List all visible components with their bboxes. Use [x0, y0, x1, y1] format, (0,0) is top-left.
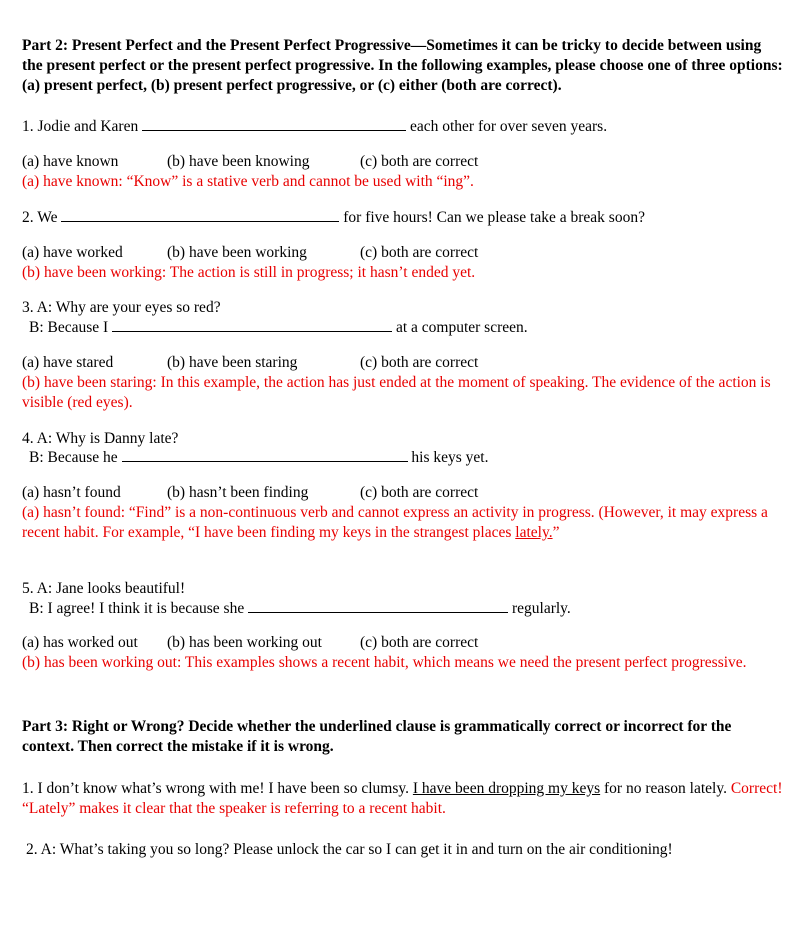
question-4-answer-closing-quote: ”: [552, 523, 560, 541]
question-1-text: [22, 117, 783, 137]
question-5-line-b: [22, 599, 783, 619]
question-2-option-c: (c) both are correct: [360, 243, 479, 261]
question-1-text-pre: 1. Jodie and Karen: [22, 118, 143, 136]
question-1-text-post: each other for over seven years.: [406, 118, 608, 136]
question-3-options: [22, 353, 783, 373]
fill-in-blank-4: [122, 448, 408, 462]
question-4: [22, 429, 783, 543]
question-4-option-c: (c) both are correct: [360, 484, 479, 502]
question-2: [22, 208, 783, 282]
part3-question-1: [22, 779, 783, 819]
question-3-option-b: (b) have been staring: [167, 354, 298, 372]
question-3-option-c: (c) both are correct: [360, 354, 479, 372]
question-1-option-b: (b) have been knowing: [167, 153, 310, 171]
question-1-answer: (a) have known: “Know” is a stative verb and cannot be used with “ing”.: [22, 173, 474, 191]
part3-question-2: 2. A: What’s taking you so long? Please unlock the car so I can get it in and turn on the air conditioning!: [26, 841, 673, 859]
question-5-text-post: regularly.: [508, 599, 571, 617]
fill-in-blank-5: [248, 599, 508, 613]
question-1-option-a: (a) have known: [22, 153, 119, 171]
part3-q1-underlined-clause: I have been dropping my keys: [412, 779, 601, 797]
question-5-options: [22, 633, 783, 653]
question-5-option-a: (a) has worked out: [22, 634, 138, 652]
question-4-text-pre: B: Because he: [29, 449, 122, 467]
question-4-options: [22, 483, 783, 503]
part3-heading: Part 3: Right or Wrong? Decide whether the underlined clause is grammatically correct or incorrect for the context. Then correct the mistake if it is wrong.: [22, 718, 732, 755]
question-5-option-c: (c) both are correct: [360, 634, 479, 652]
question-2-text: [22, 208, 783, 228]
question-5: [22, 579, 783, 673]
question-3-answer: (b) have been staring: In this example, the action has just ended at the moment of speaking. The evidence of the action is visible (red eyes).: [22, 373, 771, 411]
question-2-option-a: (a) have worked: [22, 243, 123, 261]
question-1-options: [22, 152, 783, 172]
question-5-option-b: (b) has been working out: [167, 634, 322, 652]
part3-q1-answer: Correct! “Lately” makes it clear that the speaker is referring to a recent habit.: [22, 779, 783, 817]
question-4-text-post: his keys yet.: [407, 449, 489, 467]
question-1-option-c: (c) both are correct: [360, 153, 479, 171]
question-3-text-pre: B: Because I: [29, 319, 113, 337]
question-1: [22, 117, 783, 191]
question-5-answer: (b) has been working out: This examples shows a recent habit, which means we need the present perfect progressive.: [22, 654, 747, 672]
part3-section: [22, 717, 783, 860]
question-3-option-a: (a) have stared: [22, 354, 114, 372]
question-5-line-a: 5. A: Jane looks beautiful!: [22, 579, 186, 597]
question-4-option-b: (b) hasn’t been finding: [167, 484, 309, 502]
question-3-text-post: at a computer screen.: [392, 319, 528, 337]
question-4-answer: [22, 503, 783, 543]
fill-in-blank-2: [61, 208, 339, 222]
question-4-option-a: (a) hasn’t found: [22, 484, 121, 502]
question-3: [22, 298, 783, 412]
fill-in-blank-1: [142, 117, 406, 131]
part3-q1-text-1: 1. I don’t know what’s wrong with me! I have been so clumsy.: [22, 779, 413, 797]
question-4-line-a: 4. A: Why is Danny late?: [22, 429, 179, 447]
question-4-answer-underlined: lately.: [515, 523, 553, 541]
fill-in-blank-3: [112, 318, 392, 332]
question-3-line-b: [22, 318, 783, 338]
question-2-options: [22, 243, 783, 263]
question-2-text-pre: 2. We: [22, 208, 62, 226]
part2-heading: Part 2: Present Perfect and the Present Perfect Progressive—Sometimes it can be tricky to decide between using the present perfect or the present perfect progressive. In the following examples, please choose one of three options: (a) present perfect, (b) present perfect progressive, or (c) either (both are correct).: [22, 37, 783, 94]
question-4-answer-text: (a) hasn’t found: “Find” is a non-continuous verb and cannot express an activity in progress. (However, it may express a recent habit. For example, “I have been finding my keys in the strangest places: [22, 504, 768, 541]
question-4-line-b: [22, 448, 783, 468]
part3-q1-text-2: for no reason lately.: [600, 779, 731, 797]
question-3-line-a: 3. A: Why are your eyes so red?: [22, 299, 221, 317]
question-5-text-pre: B: I agree! I think it is because she: [29, 599, 249, 617]
question-2-text-post: for five hours! Can we please take a break soon?: [339, 208, 645, 226]
question-2-answer: (b) have been working: The action is still in progress; it hasn’t ended yet.: [22, 263, 476, 281]
question-2-option-b: (b) have been working: [167, 243, 307, 261]
